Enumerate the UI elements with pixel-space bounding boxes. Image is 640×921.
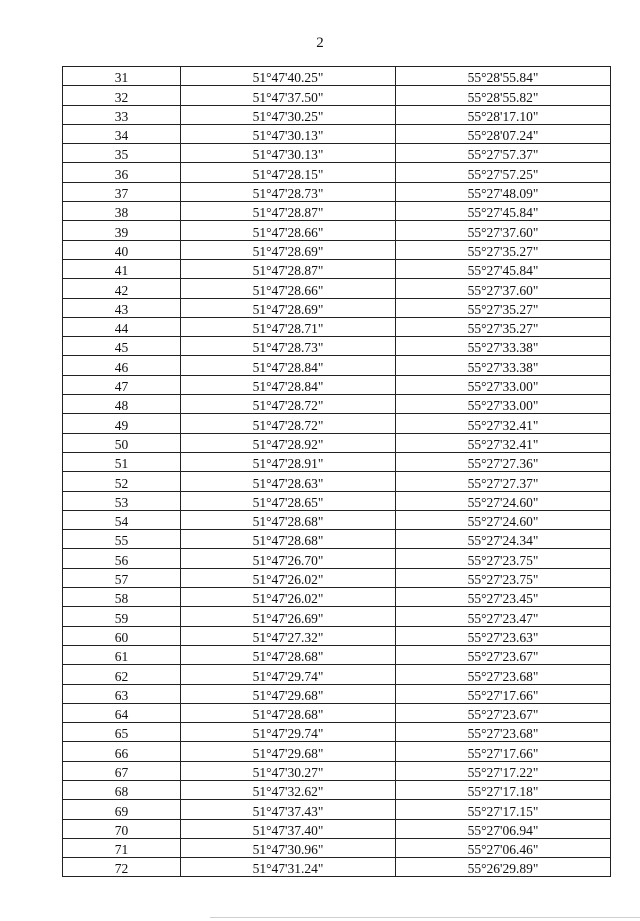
latitude-cell: 51°47'31.24" [181, 858, 396, 877]
table-row [63, 819, 611, 838]
coordinates-table [62, 66, 611, 877]
longitude-cell: 55°27'48.09" [396, 182, 611, 201]
longitude-cell: 55°27'32.41" [396, 414, 611, 433]
point-number-cell: 35 [63, 144, 181, 163]
point-number-cell: 47 [63, 375, 181, 394]
longitude-cell: 55°27'33.38" [396, 356, 611, 375]
longitude-cell: 55°28'17.10" [396, 105, 611, 124]
table-row [63, 182, 611, 201]
latitude-cell: 51°47'37.40" [181, 819, 396, 838]
latitude-cell: 51°47'28.73" [181, 337, 396, 356]
table-row [63, 337, 611, 356]
longitude-cell: 55°27'35.27" [396, 298, 611, 317]
table-row [63, 491, 611, 510]
longitude-cell: 55°27'23.75" [396, 568, 611, 587]
latitude-cell: 51°47'28.71" [181, 317, 396, 336]
longitude-cell: 55°27'27.36" [396, 452, 611, 471]
longitude-cell: 55°26'29.89" [396, 858, 611, 877]
latitude-cell: 51°47'40.25" [181, 67, 396, 86]
point-number-cell: 38 [63, 202, 181, 221]
latitude-cell: 51°47'29.68" [181, 742, 396, 761]
table-row [63, 742, 611, 761]
table-row [63, 530, 611, 549]
longitude-cell: 55°27'23.68" [396, 723, 611, 742]
latitude-cell: 51°47'28.69" [181, 298, 396, 317]
point-number-cell: 43 [63, 298, 181, 317]
longitude-cell: 55°28'55.82" [396, 86, 611, 105]
point-number-cell: 36 [63, 163, 181, 182]
table-row [63, 163, 611, 182]
table-row [63, 761, 611, 780]
latitude-cell: 51°47'28.72" [181, 395, 396, 414]
point-number-cell: 50 [63, 433, 181, 452]
point-number-cell: 64 [63, 703, 181, 722]
point-number-cell: 56 [63, 549, 181, 568]
longitude-cell: 55°27'57.37" [396, 144, 611, 163]
table-row [63, 279, 611, 298]
latitude-cell: 51°47'30.25" [181, 105, 396, 124]
point-number-cell: 68 [63, 780, 181, 799]
longitude-cell: 55°27'06.46" [396, 838, 611, 857]
longitude-cell: 55°27'27.37" [396, 472, 611, 491]
longitude-cell: 55°27'24.60" [396, 491, 611, 510]
page-number: 2 [316, 35, 324, 51]
latitude-cell: 51°47'37.50" [181, 86, 396, 105]
longitude-cell: 55°27'24.34" [396, 530, 611, 549]
table-row [63, 510, 611, 529]
table-row [63, 202, 611, 221]
latitude-cell: 51°47'30.27" [181, 761, 396, 780]
latitude-cell: 51°47'28.87" [181, 259, 396, 278]
longitude-cell: 55°27'32.41" [396, 433, 611, 452]
point-number-cell: 70 [63, 819, 181, 838]
latitude-cell: 51°47'26.69" [181, 607, 396, 626]
point-number-cell: 53 [63, 491, 181, 510]
point-number-cell: 52 [63, 472, 181, 491]
latitude-cell: 51°47'32.62" [181, 780, 396, 799]
table-row [63, 259, 611, 278]
table-row [63, 645, 611, 664]
latitude-cell: 51°47'28.63" [181, 472, 396, 491]
point-number-cell: 31 [63, 67, 181, 86]
latitude-cell: 51°47'29.74" [181, 723, 396, 742]
point-number-cell: 63 [63, 684, 181, 703]
table-row [63, 414, 611, 433]
table-row [63, 607, 611, 626]
longitude-cell: 55°27'17.15" [396, 800, 611, 819]
point-number-cell: 41 [63, 259, 181, 278]
table-row [63, 105, 611, 124]
table-row [63, 703, 611, 722]
point-number-cell: 34 [63, 124, 181, 143]
table-row [63, 375, 611, 394]
longitude-cell: 55°27'33.38" [396, 337, 611, 356]
table-row [63, 588, 611, 607]
latitude-cell: 51°47'28.69" [181, 240, 396, 259]
latitude-cell: 51°47'27.32" [181, 626, 396, 645]
latitude-cell: 51°47'29.74" [181, 665, 396, 684]
point-number-cell: 54 [63, 510, 181, 529]
longitude-cell: 55°27'17.66" [396, 742, 611, 761]
table-row [63, 684, 611, 703]
point-number-cell: 66 [63, 742, 181, 761]
longitude-cell: 55°27'23.47" [396, 607, 611, 626]
point-number-cell: 55 [63, 530, 181, 549]
point-number-cell: 42 [63, 279, 181, 298]
table-row [63, 838, 611, 857]
longitude-cell: 55°27'23.63" [396, 626, 611, 645]
table-row [63, 124, 611, 143]
longitude-cell: 55°27'37.60" [396, 279, 611, 298]
point-number-cell: 45 [63, 337, 181, 356]
longitude-cell: 55°27'23.75" [396, 549, 611, 568]
table-row [63, 626, 611, 645]
latitude-cell: 51°47'28.68" [181, 530, 396, 549]
latitude-cell: 51°47'26.02" [181, 588, 396, 607]
point-number-cell: 60 [63, 626, 181, 645]
latitude-cell: 51°47'28.92" [181, 433, 396, 452]
point-number-cell: 57 [63, 568, 181, 587]
longitude-cell: 55°27'17.66" [396, 684, 611, 703]
longitude-cell: 55°27'37.60" [396, 221, 611, 240]
point-number-cell: 32 [63, 86, 181, 105]
point-number-cell: 72 [63, 858, 181, 877]
latitude-cell: 51°47'28.15" [181, 163, 396, 182]
longitude-cell: 55°27'23.45" [396, 588, 611, 607]
longitude-cell: 55°27'33.00" [396, 375, 611, 394]
latitude-cell: 51°47'28.68" [181, 510, 396, 529]
point-number-cell: 59 [63, 607, 181, 626]
longitude-cell: 55°27'35.27" [396, 240, 611, 259]
latitude-cell: 51°47'26.02" [181, 568, 396, 587]
latitude-cell: 51°47'28.84" [181, 375, 396, 394]
table-row [63, 221, 611, 240]
point-number-cell: 49 [63, 414, 181, 433]
coordinates-table-body [63, 67, 611, 877]
table-row [63, 549, 611, 568]
point-number-cell: 65 [63, 723, 181, 742]
table-row [63, 298, 611, 317]
point-number-cell: 61 [63, 645, 181, 664]
table-row [63, 568, 611, 587]
table-row [63, 240, 611, 259]
latitude-cell: 51°47'30.13" [181, 144, 396, 163]
point-number-cell: 44 [63, 317, 181, 336]
point-number-cell: 46 [63, 356, 181, 375]
scan-edge-line [210, 917, 640, 918]
table-row [63, 395, 611, 414]
table-row [63, 452, 611, 471]
table-row [63, 665, 611, 684]
longitude-cell: 55°27'17.22" [396, 761, 611, 780]
point-number-cell: 62 [63, 665, 181, 684]
point-number-cell: 39 [63, 221, 181, 240]
latitude-cell: 51°47'28.66" [181, 221, 396, 240]
longitude-cell: 55°27'45.84" [396, 259, 611, 278]
latitude-cell: 51°47'28.68" [181, 703, 396, 722]
latitude-cell: 51°47'30.13" [181, 124, 396, 143]
longitude-cell: 55°27'23.67" [396, 703, 611, 722]
point-number-cell: 48 [63, 395, 181, 414]
longitude-cell: 55°27'17.18" [396, 780, 611, 799]
latitude-cell: 51°47'28.65" [181, 491, 396, 510]
point-number-cell: 37 [63, 182, 181, 201]
longitude-cell: 55°27'23.68" [396, 665, 611, 684]
point-number-cell: 33 [63, 105, 181, 124]
table-row [63, 86, 611, 105]
longitude-cell: 55°27'24.60" [396, 510, 611, 529]
table-row [63, 800, 611, 819]
longitude-cell: 55°27'06.94" [396, 819, 611, 838]
latitude-cell: 51°47'28.72" [181, 414, 396, 433]
point-number-cell: 40 [63, 240, 181, 259]
longitude-cell: 55°27'45.84" [396, 202, 611, 221]
longitude-cell: 55°27'23.67" [396, 645, 611, 664]
table-row [63, 472, 611, 491]
table-row [63, 356, 611, 375]
longitude-cell: 55°27'57.25" [396, 163, 611, 182]
latitude-cell: 51°47'28.91" [181, 452, 396, 471]
table-row [63, 858, 611, 877]
longitude-cell: 55°28'07.24" [396, 124, 611, 143]
latitude-cell: 51°47'30.96" [181, 838, 396, 857]
longitude-cell: 55°27'35.27" [396, 317, 611, 336]
latitude-cell: 51°47'29.68" [181, 684, 396, 703]
latitude-cell: 51°47'26.70" [181, 549, 396, 568]
table-row [63, 780, 611, 799]
latitude-cell: 51°47'28.66" [181, 279, 396, 298]
point-number-cell: 67 [63, 761, 181, 780]
latitude-cell: 51°47'28.68" [181, 645, 396, 664]
latitude-cell: 51°47'28.87" [181, 202, 396, 221]
table-row [63, 144, 611, 163]
latitude-cell: 51°47'28.84" [181, 356, 396, 375]
table-row [63, 433, 611, 452]
longitude-cell: 55°28'55.84" [396, 67, 611, 86]
point-number-cell: 69 [63, 800, 181, 819]
point-number-cell: 71 [63, 838, 181, 857]
point-number-cell: 58 [63, 588, 181, 607]
point-number-cell: 51 [63, 452, 181, 471]
latitude-cell: 51°47'37.43" [181, 800, 396, 819]
latitude-cell: 51°47'28.73" [181, 182, 396, 201]
table-row [63, 67, 611, 86]
table-row [63, 317, 611, 336]
longitude-cell: 55°27'33.00" [396, 395, 611, 414]
table-row [63, 723, 611, 742]
